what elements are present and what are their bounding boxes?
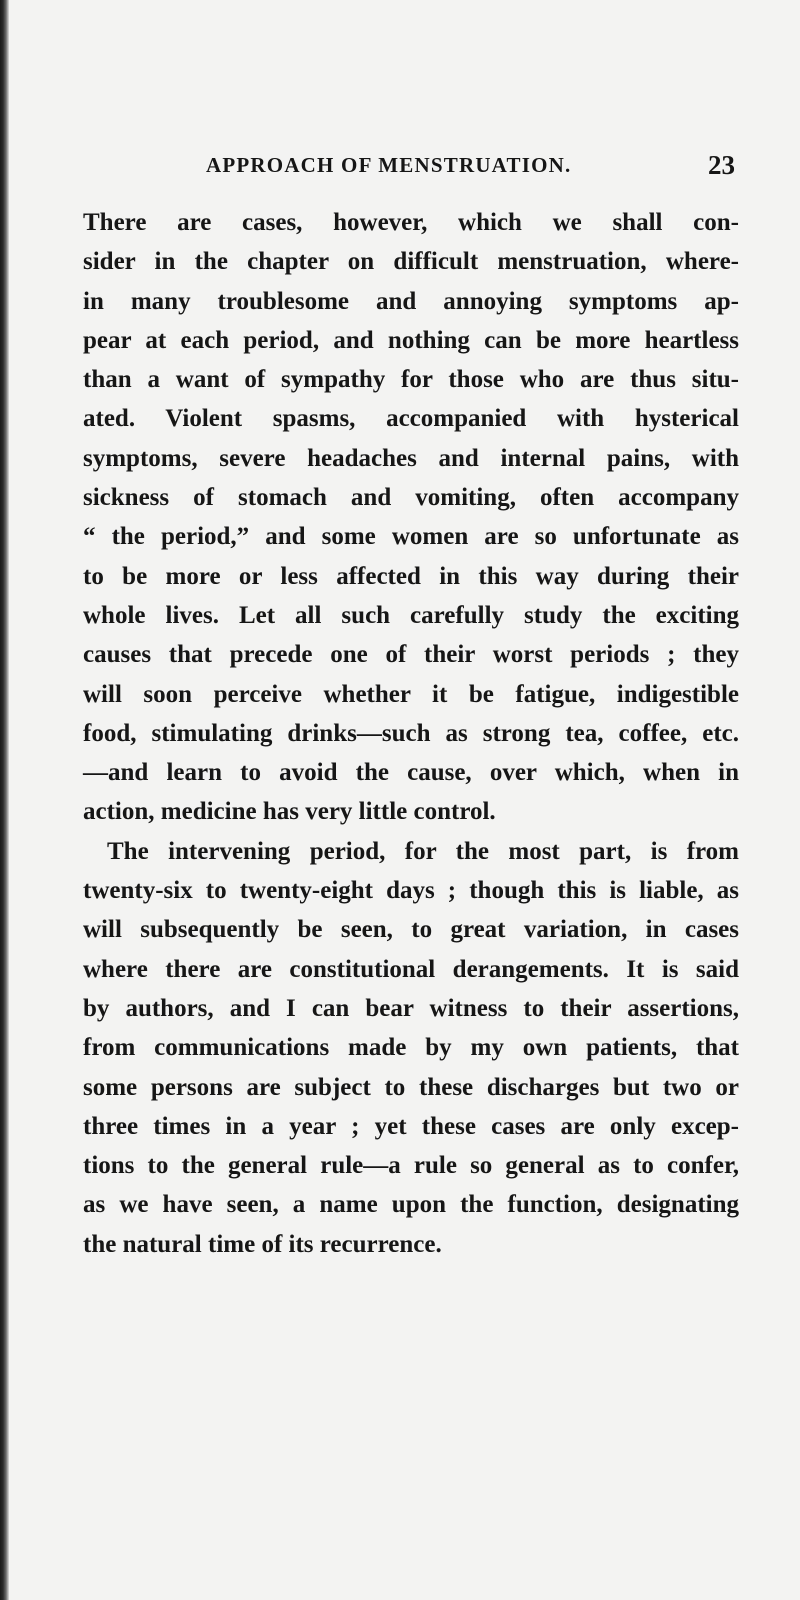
text-line: some persons are subject to these discharges but two or xyxy=(83,1073,739,1101)
text-line: by authors, and I can bear witness to their assertions, xyxy=(83,994,739,1022)
text-line: action, medicine has very little control. xyxy=(83,798,496,826)
text-line: causes that precede one of their worst periods ; they xyxy=(83,641,739,669)
text-line: from communications made by my own patients, that xyxy=(83,1034,739,1062)
text-line: three times in a year ; yet these cases are only excep- xyxy=(83,1112,739,1140)
page-header xyxy=(90,150,735,180)
text-line: tions to the general rule—a rule so general as to confer, xyxy=(83,1152,739,1180)
text-line: to be more or less affected in this way during their xyxy=(83,562,739,590)
text-line: where there are constitutional derangements. It is said xyxy=(83,955,739,983)
text-line: “ the period,” and some women are so unfortunate as xyxy=(83,523,739,551)
text-line: will soon perceive whether it be fatigue, indigestible xyxy=(83,680,739,708)
body-text xyxy=(83,203,739,1264)
text-line: twenty-six to twenty-eight days ; though this is liable, as xyxy=(83,877,739,905)
text-line: whole lives. Let all such carefully study the exciting xyxy=(83,601,739,629)
text-line: ated. Violent spasms, accompanied with hysterical xyxy=(83,405,739,433)
text-line: the natural time of its recurrence. xyxy=(83,1230,442,1258)
page-number: 23 xyxy=(708,150,735,180)
paragraph xyxy=(83,203,739,832)
text-line: than a want of sympathy for those who are thus situ- xyxy=(83,366,739,394)
running-head: APPROACH OF MENSTRUATION. xyxy=(206,153,572,177)
text-line: in many troublesome and annoying symptoms ap- xyxy=(83,287,739,315)
page-binding-edge xyxy=(0,0,9,1600)
text-line: There are cases, however, which we shall con- xyxy=(83,209,739,236)
text-line: —and learn to avoid the cause, over which, when in xyxy=(83,759,739,787)
text-line: as we have seen, a name upon the function, designating xyxy=(83,1191,739,1219)
paragraph xyxy=(83,832,739,1264)
text-line: will subsequently be seen, to great variation, in cases xyxy=(83,916,739,944)
text-line: pear at each period, and nothing can be more heartless xyxy=(83,326,739,354)
text-line: sickness of stomach and vomiting, often accompany xyxy=(83,484,739,512)
text-line: food, stimulating drinks—such as strong tea, coffee, etc. xyxy=(83,719,739,747)
text-line: sider in the chapter on difficult menstruation, where- xyxy=(83,248,739,276)
text-line: symptoms, severe headaches and internal pains, with xyxy=(83,444,739,472)
text-line: The intervening period, for the most part, is from xyxy=(107,837,739,865)
